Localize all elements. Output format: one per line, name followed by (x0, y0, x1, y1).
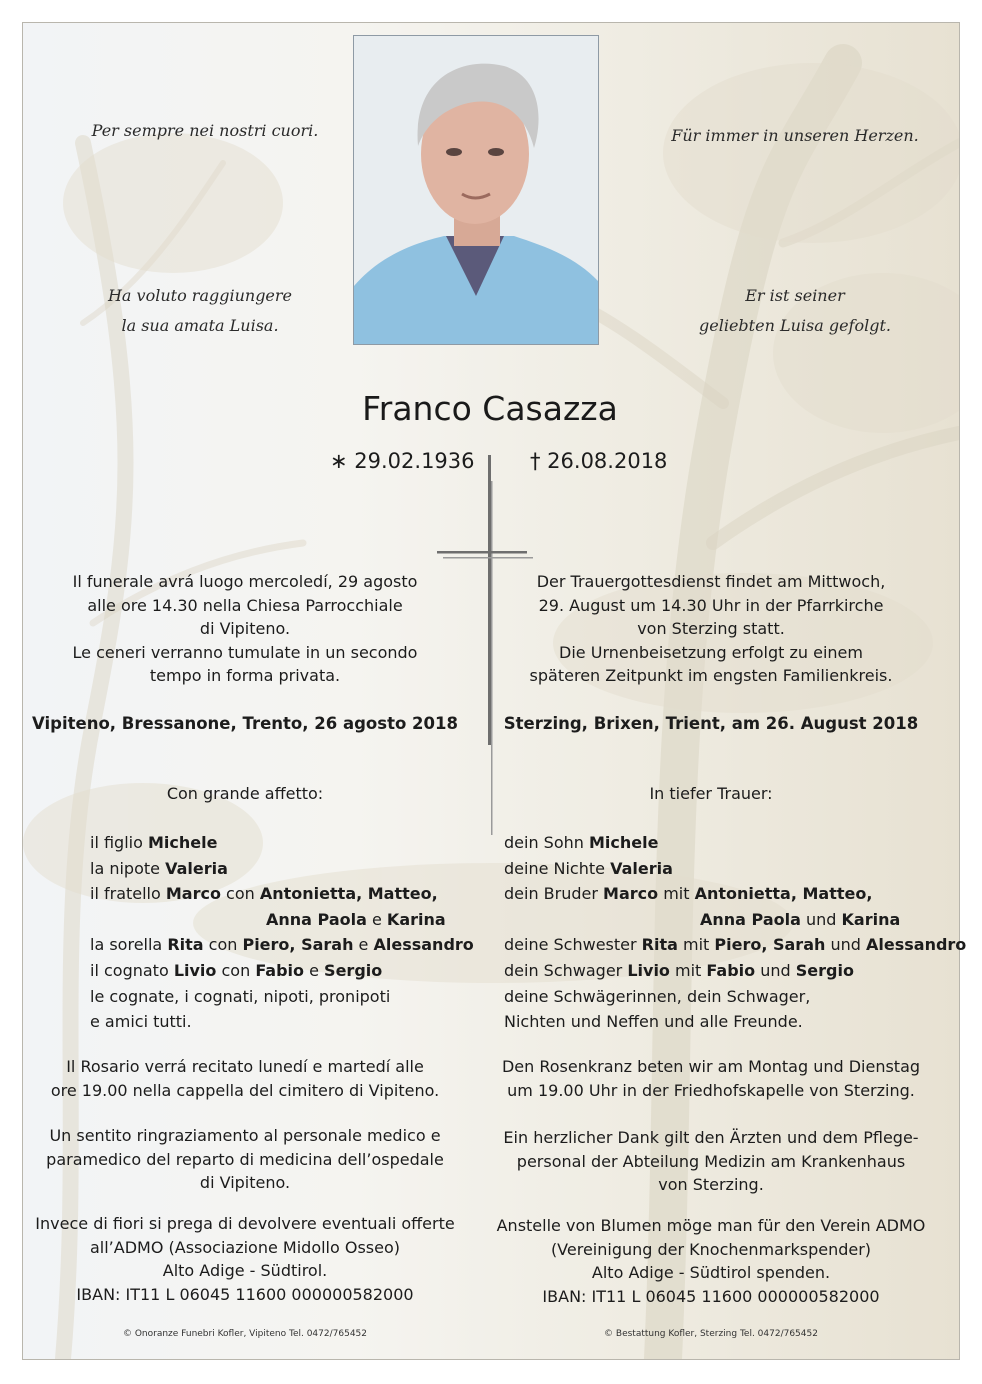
text-line: IBAN: IT11 L 06045 11600 000000582000 (76, 1284, 414, 1304)
donation-text-it (30, 1212, 460, 1306)
text-line: Alto Adige - Südtirol spenden. (591, 1263, 831, 1282)
text-line: von Sterzing statt. (637, 619, 785, 638)
family-relation-text: e (353, 935, 374, 955)
text-line: Un sentito ringraziamento al personale medico e (49, 1126, 441, 1145)
motto-de-top: Für immer in unseren Herzen. (671, 126, 919, 145)
family-member-name: Marco (603, 884, 659, 904)
motto-de-mid (660, 281, 930, 341)
text-line: 29. August um 14.30 Uhr in der Pfarrkirche (538, 595, 884, 615)
family-member-name: Antonietta, Matteo, (259, 884, 438, 904)
portrait-photo (353, 35, 599, 345)
family-relation-text: il cognato (90, 960, 174, 980)
text-line: Alto Adige - Südtirol. (162, 1261, 328, 1280)
text-line: Anstelle von Blumen möge man für den Verein ADMO (496, 1216, 926, 1235)
family-relation-text: la sorella (90, 935, 168, 955)
family-relation-text: con (203, 935, 243, 955)
death-date: † 26.08.2018 (530, 449, 668, 473)
family-relation-text: deine Schwägerinnen, dein Schwager, (504, 986, 811, 1006)
family-member-name: Livio (173, 960, 217, 980)
family-relation-text: mit (658, 884, 695, 904)
motto-it-top: Per sempre nei nostri cuori. (91, 121, 319, 140)
family-member-name: Michele (147, 833, 218, 852)
text-line: (Vereinigung der Knochenmarkspender) (550, 1239, 872, 1259)
family-member-name: Fabio (255, 960, 305, 980)
family-row (90, 958, 470, 984)
family-relation-text: dein Bruder (504, 884, 604, 904)
family-row (504, 907, 956, 933)
motto-line: la sua amata Luisa. (121, 316, 279, 335)
family-relation-text: le cognate, i cognati, nipoti, pronipoti (90, 986, 391, 1006)
family-relation-text: e (366, 909, 387, 929)
text-line: Die Urnenbeisetzung erfolgt zu einem (559, 642, 863, 662)
family-relation-text: la nipote (90, 858, 166, 878)
family-row (504, 881, 956, 907)
family-member-name: Antonietta, Matteo, (694, 884, 873, 904)
family-member-name: Rita (167, 935, 204, 955)
family-row (90, 907, 470, 933)
family-relation-text: dein Sohn (504, 833, 589, 852)
text-line: paramedico del reparto di medicina dell’ospedale (46, 1149, 444, 1169)
family-row (90, 932, 474, 958)
funeral-text-de (470, 570, 952, 688)
donation-text-de (470, 1214, 952, 1308)
family-row (90, 856, 470, 882)
family-list-it (90, 830, 474, 1035)
family-relation-text: deine Schwester (504, 935, 642, 955)
family-row (504, 984, 956, 1010)
text-line: späteren Zeitpunkt im engsten Familienkreis. (529, 666, 893, 685)
thanks-text-de (470, 1126, 952, 1197)
family-member-name: Valeria (610, 858, 673, 878)
place-date-de: Sterzing, Brixen, Trient, am 26. August 2018 (503, 714, 919, 733)
text-line: Il Rosario verrá recitato lunedí e martedí alle (66, 1057, 424, 1076)
text-line: personal der Abteilung Medizin am Krankenhaus (516, 1151, 906, 1171)
family-row (504, 932, 967, 958)
text-line: di Vipiteno. (199, 1173, 291, 1192)
deceased-name: Franco Casazza (362, 389, 618, 428)
funeral-text-it (30, 570, 460, 688)
family-member-name: Alessandro (373, 935, 474, 955)
family-member-name: Piero, Sarah (242, 935, 354, 955)
affection-it: Con grande affetto: (166, 784, 324, 803)
family-row (90, 881, 470, 907)
family-member-name: Sergio (324, 960, 383, 980)
family-row (90, 830, 470, 856)
text-line: Le ceneri verranno tumulate in un secondo (72, 642, 418, 662)
thanks-text-it (30, 1124, 460, 1195)
text-line: Ein herzlicher Dank gilt den Ärzten und dem Pflege- (503, 1128, 919, 1147)
motto-line: Er ist seiner (745, 286, 845, 305)
affection-de: In tiefer Trauer: (649, 784, 773, 803)
family-member-name: Rita (641, 935, 678, 955)
family-relation-text: und (825, 935, 866, 955)
text-line: all’ADMO (Associazione Midollo Osseo) (89, 1237, 401, 1257)
family-member-name: Karina (841, 909, 901, 929)
family-member-name: Alessandro (866, 935, 967, 955)
text-line: tempo in forma privata. (149, 666, 341, 685)
family-member-name: Livio (627, 960, 670, 980)
motto-it-mid (80, 281, 320, 341)
text-line: IBAN: IT11 L 06045 11600 000000582000 (542, 1286, 880, 1306)
text-line: Den Rosenkranz beten wir am Montag und Dienstag (501, 1057, 921, 1076)
family-row (90, 1009, 470, 1035)
family-relation-text: mit (677, 935, 715, 955)
text-line: Invece di fiori si prega di devolvere eventuali offerte (35, 1214, 455, 1233)
family-relation-text: e amici tutti. (90, 1012, 192, 1032)
motto-line: Ha voluto raggiungere (107, 286, 293, 305)
family-member-name: Karina (386, 909, 446, 929)
text-line: ore 19.00 nella cappella del cimitero di Vipiteno. (50, 1080, 440, 1100)
family-relation-text: deine Nichte (504, 858, 611, 878)
family-relation-text: e (304, 960, 325, 980)
family-row (504, 830, 956, 856)
family-member-name: Valeria (165, 858, 228, 878)
text-line: Il funerale avrá luogo mercoledí, 29 agosto (72, 572, 418, 591)
family-member-name: Michele (588, 833, 659, 852)
family-list-de (504, 830, 967, 1035)
family-row (504, 856, 956, 882)
family-row (504, 1009, 956, 1035)
text-line: di Vipiteno. (199, 619, 291, 638)
text-line: Der Trauergottesdienst findet am Mittwoch, (536, 572, 886, 591)
family-relation-text: Nichten und Neffen und alle Freunde. (504, 1012, 803, 1032)
footer-it: © Onoranze Funebri Kofler, Vipiteno Tel. 0472/765452 (122, 1329, 368, 1339)
birth-date: ∗ 29.02.1936 (330, 449, 475, 473)
family-member-name: Fabio (706, 960, 756, 980)
family-member-name: Sergio (795, 960, 854, 980)
rosary-text-it (30, 1055, 460, 1102)
rosary-text-de (470, 1055, 952, 1102)
place-date-it: Vipiteno, Bressanone, Trento, 26 agosto 2018 (32, 714, 458, 733)
footer-de: © Bestattung Kofler, Sterzing Tel. 0472/765452 (604, 1329, 818, 1339)
family-relation-text: il fratello (90, 884, 166, 904)
text-line: von Sterzing. (658, 1175, 764, 1194)
family-relation-text: und (755, 960, 796, 980)
family-relation-text: mit (669, 960, 707, 980)
family-relation-text: il figlio (90, 833, 148, 852)
portrait-icon (354, 36, 598, 344)
motto-line: geliebten Luisa gefolgt. (699, 316, 891, 335)
family-member-name: Anna Paola (266, 909, 367, 929)
text-line: um 19.00 Uhr in der Friedhofskapelle von Sterzing. (507, 1080, 915, 1100)
family-relation-text: con (220, 884, 260, 904)
family-relation-text: und (800, 909, 842, 929)
family-relation-text: dein Schwager (504, 960, 628, 980)
text-line: alle ore 14.30 nella Chiesa Parrocchiale (87, 595, 403, 615)
family-member-name: Piero, Sarah (714, 935, 826, 955)
family-member-name: Anna Paola (700, 909, 801, 929)
family-row (504, 958, 956, 984)
family-relation-text: con (216, 960, 256, 980)
family-member-name: Marco (165, 884, 221, 904)
family-row (90, 984, 470, 1010)
